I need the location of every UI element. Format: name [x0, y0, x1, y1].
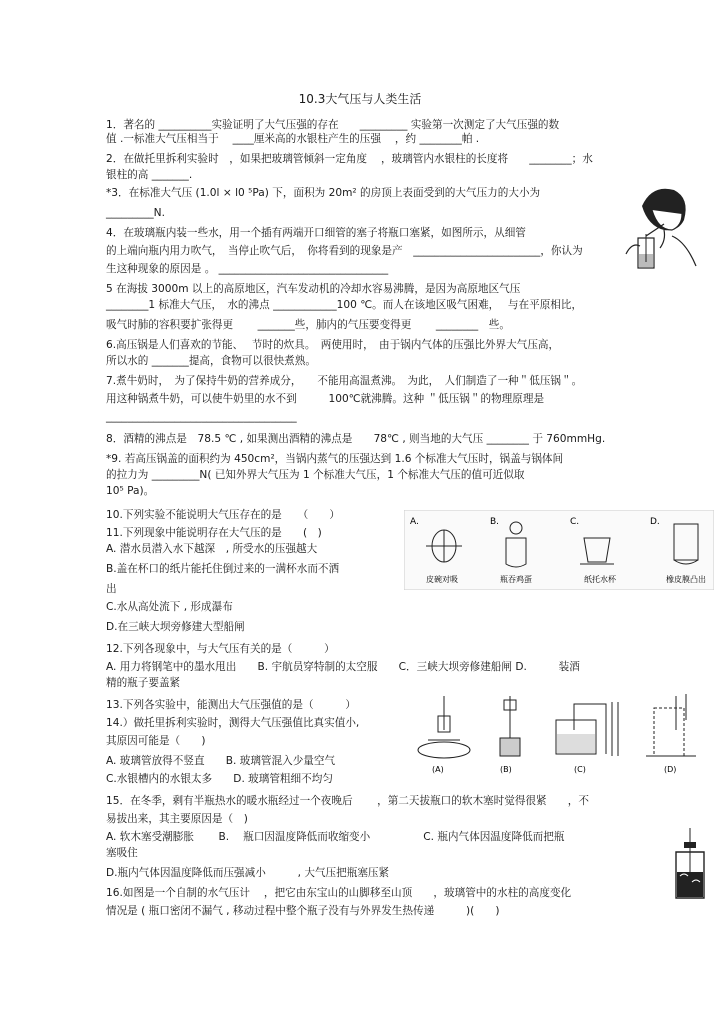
boy-blowing-figure	[612, 176, 712, 276]
text-line: 吸气时肺的容积要扩张得更 _______些，肺内的气压要变得更 ________ 些。	[106, 319, 510, 331]
q10-caption-c: 纸托水杯	[584, 575, 616, 584]
text-line: D.瓶内气体因温度降低而压强减小 , 大气压把瓶塞压紧	[106, 867, 390, 879]
text-line: _________N.	[106, 207, 165, 219]
text-line: D.在三峡大坝旁修建大型船闸	[106, 621, 245, 633]
text-line: 出	[106, 583, 117, 595]
text-line: A. 软木塞受潮膨胀 B. 瓶口因温度降低而收缩变小 C. 瓶内气体因温度降低而把瓶	[106, 831, 565, 843]
text-line: *9. 若高压锅盖的面积约为 450cm²，当锅内蒸气的压强达到 1.6 个标准大气压时，锅盖与锅体间	[106, 453, 564, 465]
text-line: 的拉力为 _________N( 已知外界大气压为 1 个标准大气压，1 个标准大气压的值可近似取	[106, 469, 525, 481]
text-line: 所以水的 _______提高，食物可以很快煮熟。	[106, 355, 316, 367]
text-line: C.水银槽内的水银太多 D. 玻璃管粗细不均匀	[106, 773, 333, 785]
q10-letter-c: C.	[570, 517, 580, 527]
text-line: B.盖在杯口的纸片能托住倒过来的一满杯水而不洒	[106, 563, 340, 575]
page-title: 10.3大气压与人类生活	[298, 92, 422, 106]
text-line: 14.）做托里拆利实验时，测得大气压强值比真实值小,	[106, 717, 360, 729]
text-line: ________1 标准大气压， 水的沸点 ____________100 ℃。而人在该地区吸气困难， 与在平原相比，	[106, 299, 583, 311]
text-line: 生这种现象的原因是 。 ________________________________	[106, 263, 389, 275]
text-line: 13.下列各实验中，能测出大气压强值的是（ ）	[106, 699, 356, 711]
text-line: 银柱的高 _______.	[106, 169, 193, 181]
q13-figure	[414, 690, 714, 778]
text-line: 用这种锅煮牛奶，可以使牛奶里的水不到 100℃就沸腾。这种 ＂低压锅＂的物理原理是	[106, 393, 545, 405]
text-line: 1．著名的 __________实验证明了大气压强的存在 _________ 实验第一次测定了大气压强的数	[106, 119, 560, 131]
q10-caption-a: 皮碗对吸	[426, 575, 458, 584]
text-line: A. 玻璃管放得不竖直 B. 玻璃管混入少量空气	[106, 755, 336, 767]
text-line: ____________________________________	[106, 411, 297, 423]
text-line: 其原因可能是（ )	[106, 735, 206, 747]
q10-letter-b: B.	[490, 517, 500, 527]
text-line: 10⁵ Pa)。	[106, 485, 155, 497]
text-line: 的上端向瓶内用力吹气， 当停止吹气后， 你将看到的现象是产 ________________________，你认为	[106, 245, 583, 257]
q13-letter-c: (C)	[574, 765, 586, 774]
text-line: 7.煮牛奶时， 为了保持牛奶的营养成分， 不能用高温煮沸。 为此， 人们制造了一种＂低压锅＂。	[106, 375, 583, 387]
text-line: 易拔出来，其主要原因是（ )	[106, 813, 248, 825]
q10-figure	[404, 510, 714, 590]
text-line: 10.下列实验不能说明大气压存在的是 （ ）	[106, 509, 341, 521]
text-line: 11.下列现象中能说明存在大气压的是 ( )	[106, 527, 322, 539]
text-line: 情况是 ( 瓶口密闭不漏气 , 移动过程中整个瓶子没有与外界发生热传递 )( )	[106, 905, 500, 917]
text-line: 塞吸住	[106, 847, 138, 859]
text-line: 精的瓶子要盖紧	[106, 677, 181, 689]
text-line: 12.下列各现象中，与大气压有关的是（ ）	[106, 643, 335, 655]
text-line: A. 用力将钢笔中的墨水甩出 B. 宇航员穿特制的太空服 C．三峡大坝旁修建船闸 D. 装酒	[106, 661, 580, 673]
text-line: 值 .一标准大气压相当于 ____厘米高的水银柱产生的压强 ，约 ________帕 .	[106, 133, 480, 145]
q13-letter-d: (D)	[664, 765, 677, 774]
q10-letter-a: A.	[410, 517, 419, 527]
water-barometer-figure	[668, 828, 712, 902]
text-line: *3．在标准大气压 (1.0l × l0 ⁵Pa) 下，面积为 20m² 的房顶上表面受到的大气压力的大小为	[106, 187, 541, 199]
text-line: 8．酒精的沸点是 78.5 ℃ , 如果测出酒精的沸点是 78℃ , 则当地的大气压 ________ 于 760mmHg.	[106, 433, 606, 445]
q13-letter-b: (B)	[500, 765, 512, 774]
text-line: 6.高压锅是人们喜欢的节能、 节时的炊具。 两使用时， 由于锅内气体的压强比外界大气压高，	[106, 339, 560, 351]
q10-letter-d: D.	[650, 517, 660, 527]
text-line: 5 在海拔 3000m 以上的高原地区，汽车发动机的冷却水容易沸腾，是因为高原地区气压	[106, 283, 521, 295]
q10-caption-b: 瓶吞鸡蛋	[500, 575, 532, 584]
text-line: 4．在玻璃瓶内装一些水，用一个插有两端开口细管的塞子将瓶口塞紧，如图所示，从细管	[106, 227, 526, 239]
q13-letter-a: (A)	[432, 765, 444, 774]
text-line: 15．在冬季，剩有半瓶热水的暖水瓶经过一个夜晚后 ，第二天拔瓶口的软木塞时觉得很紧 ，不	[106, 795, 589, 807]
text-line: 2．在做托里拆利实验时 ，如果把玻璃管倾斜一定角度 ，玻璃管内水银柱的长度将 ________；水	[106, 153, 593, 165]
q10-caption-d: 橡皮膜凸出	[666, 575, 706, 584]
text-line: A. 潜水员潜入水下越深 , 所受水的压强越大	[106, 543, 318, 555]
text-line: 16.如图是一个自制的水气压计 ，把它由东宝山的山脚移至山顶 ，玻璃管中的水柱的高度变化	[106, 887, 572, 899]
text-line: C.水从高处流下 , 形成瀑布	[106, 601, 233, 613]
